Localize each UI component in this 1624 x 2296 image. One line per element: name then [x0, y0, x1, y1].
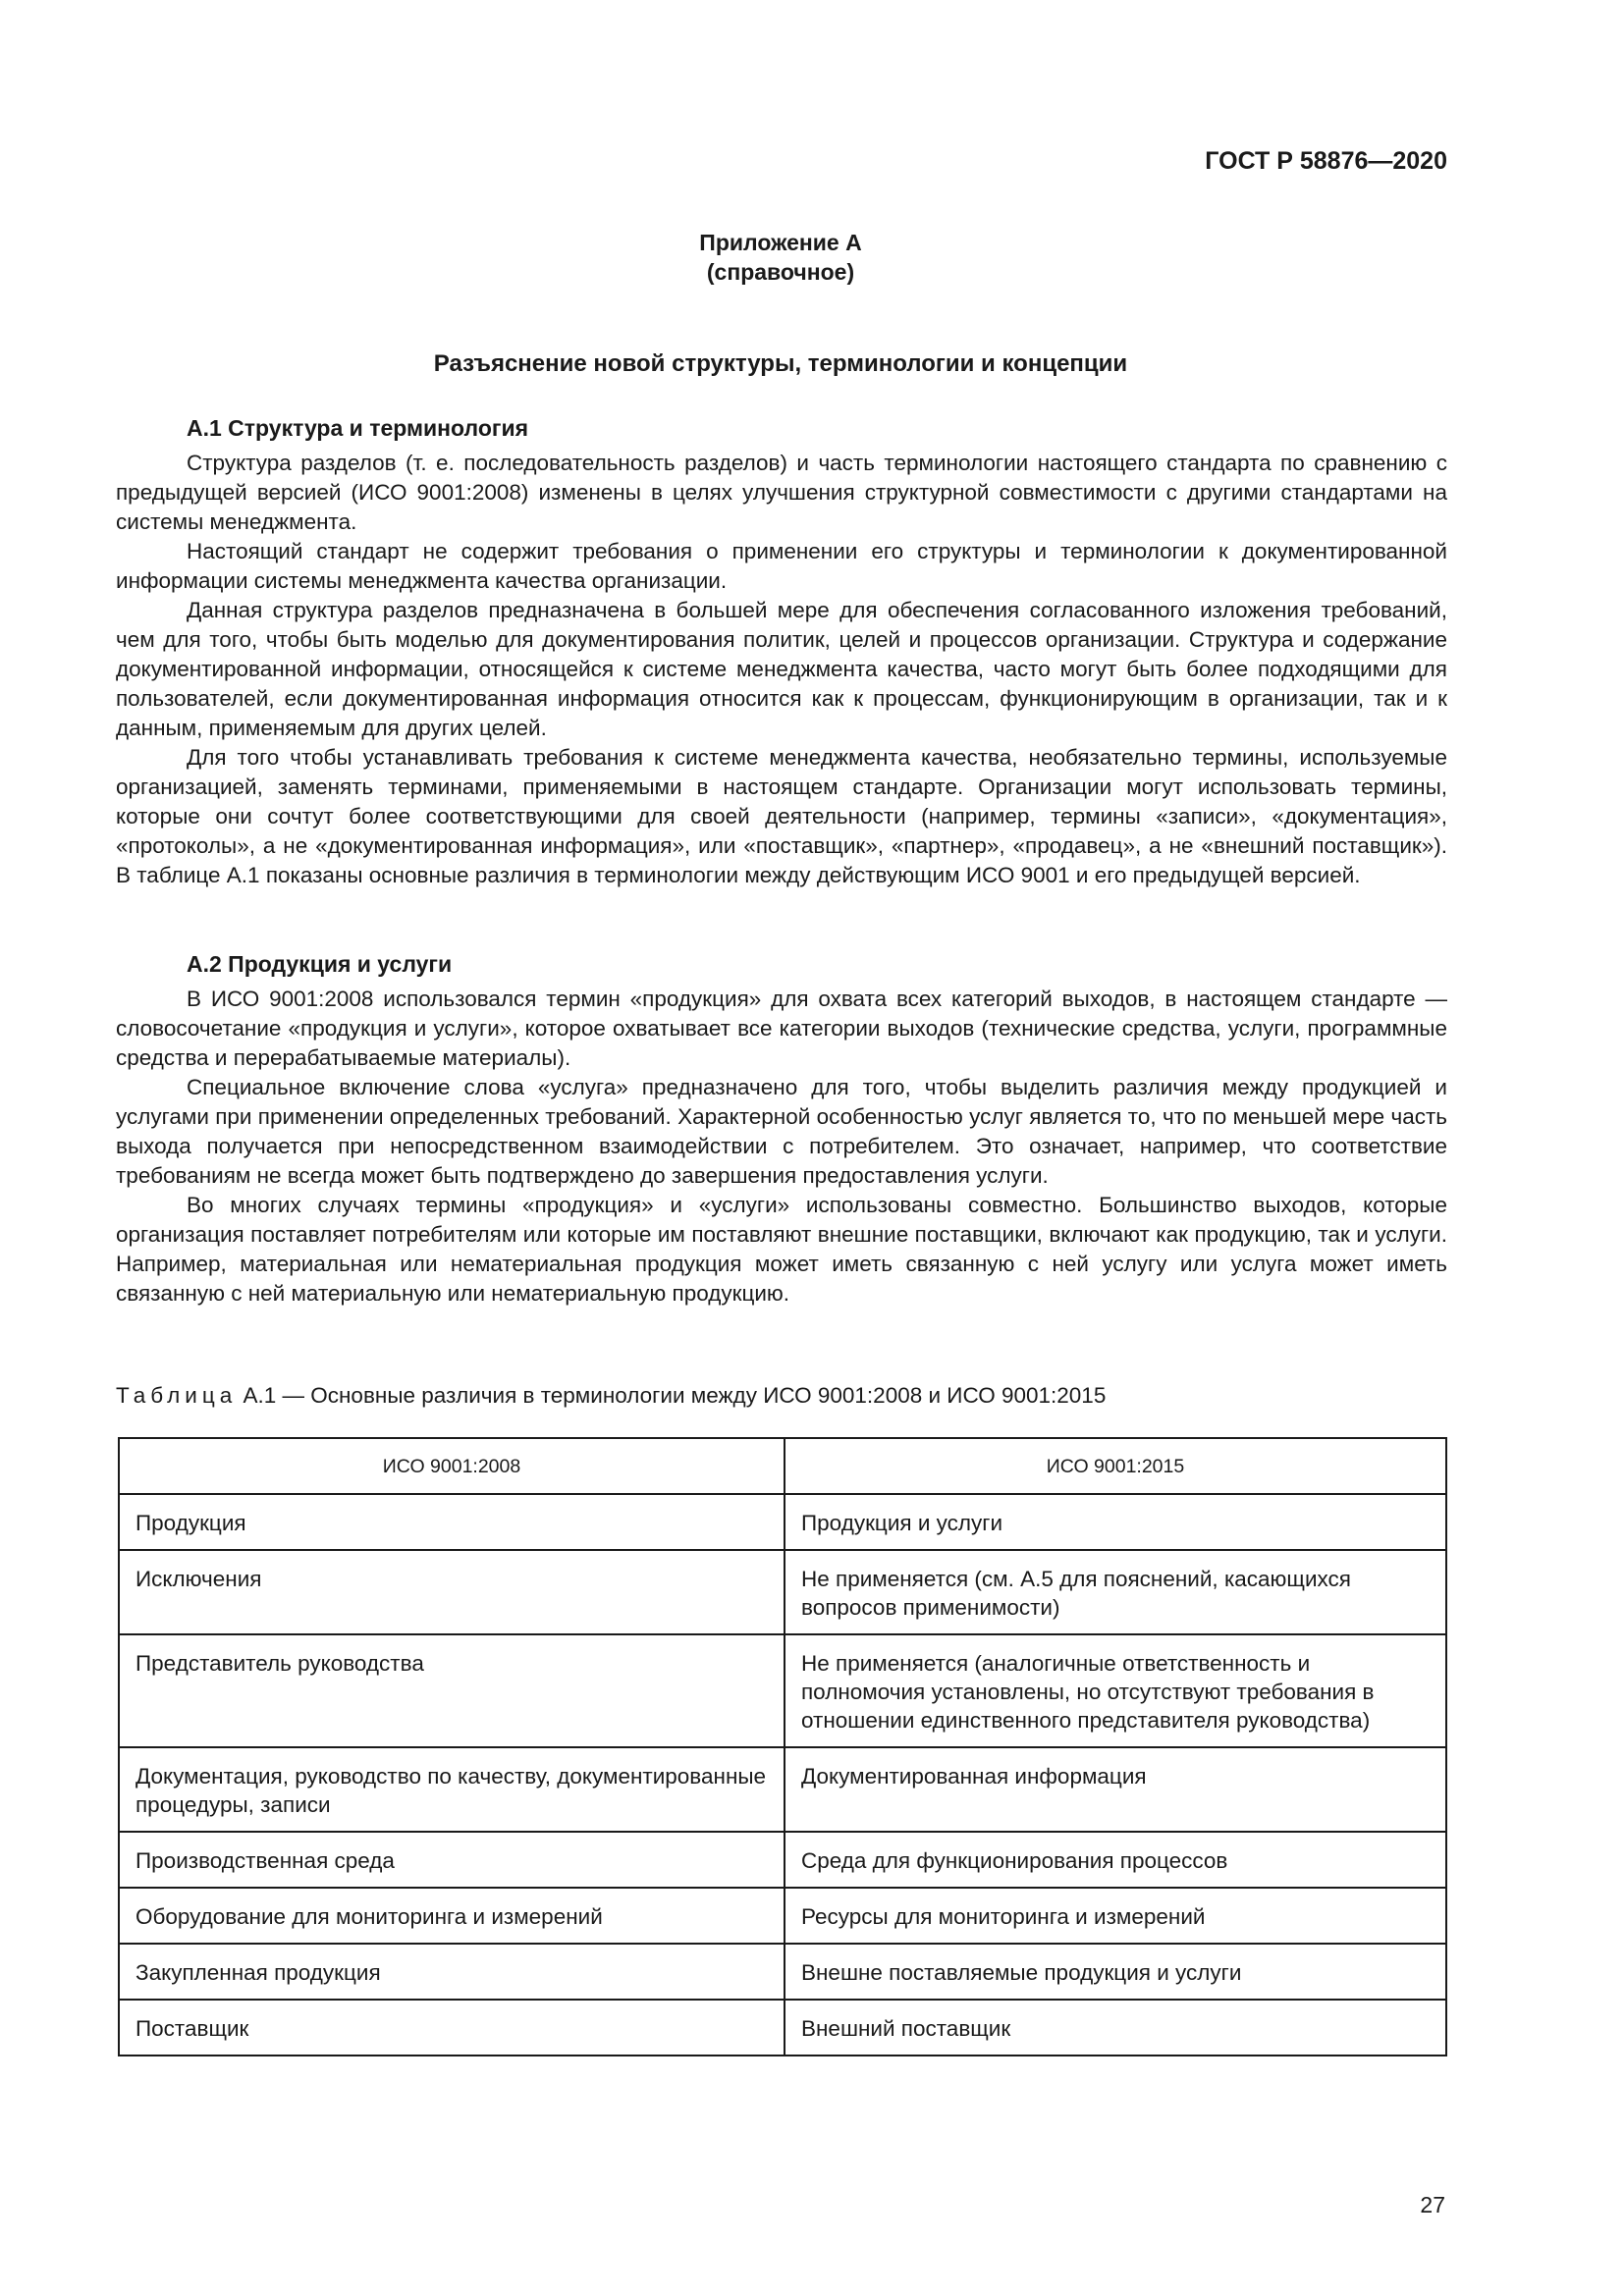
- table-row: [119, 1494, 1446, 1550]
- table-row: [119, 1832, 1446, 1888]
- table-cell: Документация, руководство по качеству, документированные процедуры, записи: [119, 1747, 785, 1832]
- table-caption: [116, 1383, 1106, 1409]
- page-number: 27: [1420, 2192, 1445, 2217]
- table-cell: Производственная среда: [119, 1832, 785, 1888]
- annex-kind: (справочное): [706, 259, 855, 285]
- table-cell: Внешне поставляемые продукция и услуги: [785, 1944, 1446, 2000]
- section-a2: [116, 949, 1447, 1308]
- table-cell: Не применяется (см. А.5 для пояснений, касающихся вопросов применимости): [785, 1550, 1446, 1634]
- paragraph: Данная структура разделов предназначена в большей мере для обеспечения согласованного изложения требований, чем для того, чтобы быть моделью для документирования политик, целей и процессов организации. Структура и содержание документированной информации, относящейся к системе менеджмента качества, часто могут быть более подходящими для пользователей, если документированная информация относится как к процессам, функционирующим в организации, так и к данным, применяемым для других целей.: [116, 598, 1447, 740]
- table-caption-text: А.1 — Основные различия в терминологии между ИСО 9001:2008 и ИСО 9001:2015: [237, 1383, 1107, 1408]
- table-cell: Ресурсы для мониторинга и измерений: [785, 1888, 1446, 1944]
- table-cell: Исключения: [119, 1550, 785, 1634]
- column-header: ИСО 9001:2008: [119, 1438, 785, 1494]
- document-code: ГОСТ Р 58876—2020: [1205, 147, 1447, 175]
- table-cell: Продукция: [119, 1494, 785, 1550]
- terminology-table: [118, 1437, 1447, 2056]
- column-header: ИСО 9001:2015: [785, 1438, 1446, 1494]
- table-header-row: [119, 1438, 1446, 1494]
- paragraph: Для того чтобы устанавливать требования к системе менеджмента качества, необязательно термины, используемые организацией, заменять терминами, применяемыми в настоящем стандарте. Организации могут использовать термины, которые они сочтут более соответствующими для своей деятельности (например, термины «записи», «документация», «протоколы», а не «документированная информация», или «поставщик», «партнер», «продавец», а не «внешний поставщик»). В таблице А.1 показаны основные различия в терминологии между действующим ИСО 9001 и его предыдущей версией.: [116, 745, 1447, 887]
- table-cell: Закупленная продукция: [119, 1944, 785, 2000]
- table-cell: Поставщик: [119, 2000, 785, 2056]
- annex-title: Приложение А: [699, 230, 862, 255]
- table-cell: Не применяется (аналогичные ответственность и полномочия установлены, но отсутствуют требования в отношении единственного представителя руководства): [785, 1634, 1446, 1747]
- table-row: [119, 1634, 1446, 1747]
- table-cell: Внешний поставщик: [785, 2000, 1446, 2056]
- table-row: [119, 1747, 1446, 1832]
- table-caption-prefix: Таблица: [116, 1383, 238, 1408]
- table-row: [119, 1550, 1446, 1634]
- table-row: [119, 2000, 1446, 2056]
- section-a2-heading: А.2 Продукция и услуги: [187, 951, 453, 977]
- table-cell: Продукция и услуги: [785, 1494, 1446, 1550]
- table-cell: Документированная информация: [785, 1747, 1446, 1832]
- section-a1: [116, 413, 1447, 890]
- paragraph: Настоящий стандарт не содержит требования о применении его структуры и терминологии к документированной информации системы менеджмента качества организации.: [116, 539, 1447, 593]
- annex-heading: Разъяснение новой структуры, терминологии и концепции: [433, 350, 1128, 377]
- paragraph: Во многих случаях термины «продукция» и «услуги» использованы совместно. Большинство выходов, которые организация поставляет потребителям или которые им поставляют внешние поставщики, включают как продукцию, так и услуги. Например, материальная или нематериальная продукция может иметь связанную с ней услугу или услуга может иметь связанную с ней материальную или нематериальную продукцию.: [116, 1193, 1447, 1306]
- table-cell: Среда для функционирования процессов: [785, 1832, 1446, 1888]
- paragraph: Специальное включение слова «услуга» предназначено для того, чтобы выделить различия между продукцией и услугами при применении определенных требований. Характерной особенностью услуг является то, что по меньшей мере часть выхода получается при непосредственном взаимодействии с потребителем. Это означает, например, что соответствие требованиям не всегда может быть подтверждено до завершения предоставления услуги.: [116, 1075, 1447, 1188]
- paragraph: В ИСО 9001:2008 использовался термин «продукция» для охвата всех категорий выходов, в настоящем стандарте — словосочетание «продукция и услуги», которое охватывает все категории выходов (технические средства, услуги, программные средства и перерабатываемые материалы).: [116, 987, 1447, 1070]
- table-row: [119, 1944, 1446, 2000]
- section-a1-heading: А.1 Структура и терминология: [187, 415, 529, 441]
- table-row: [119, 1888, 1446, 1944]
- table-cell: Представитель руководства: [119, 1634, 785, 1747]
- paragraph: Структура разделов (т. е. последовательность разделов) и часть терминологии настоящего стандарта по сравнению с предыдущей версией (ИСО 9001:2008) изменены в целях улучшения структурной совместимости с другими стандартами на системы менеджмента.: [116, 451, 1447, 534]
- table-cell: Оборудование для мониторинга и измерений: [119, 1888, 785, 1944]
